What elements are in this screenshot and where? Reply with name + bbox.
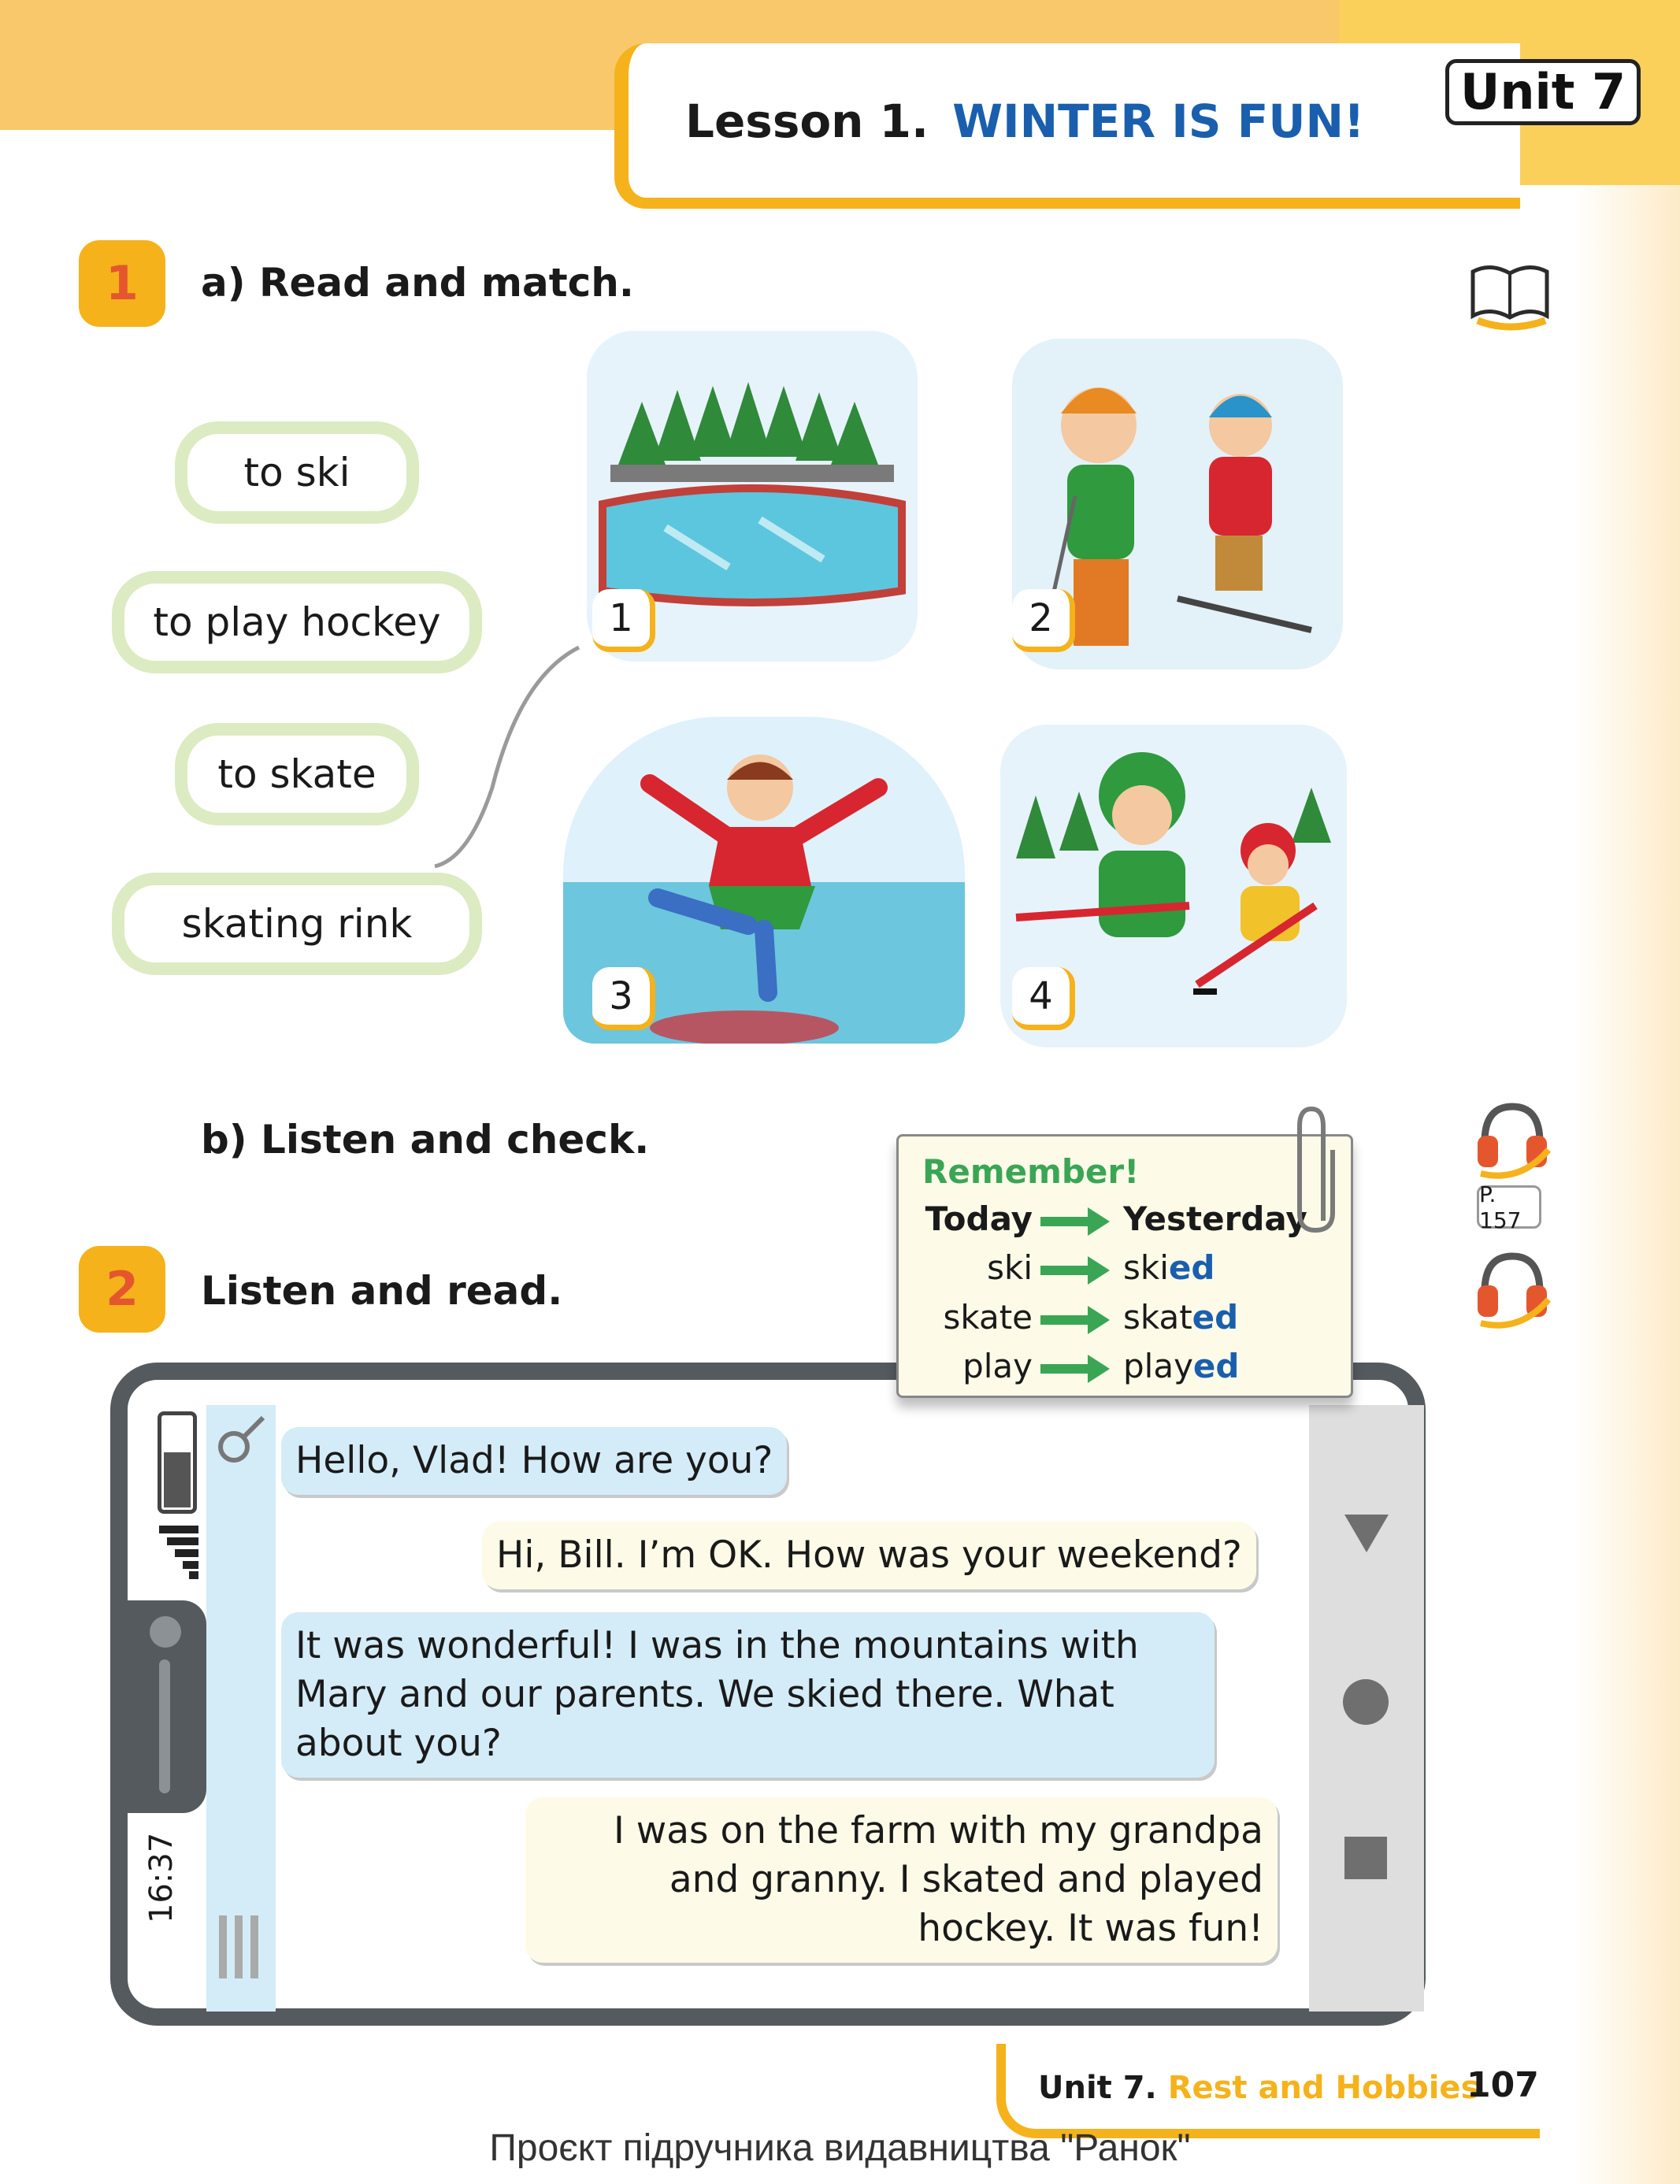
unit-label: Unit 7 <box>1445 59 1641 125</box>
word-chip-skating-rink[interactable]: skating rink <box>112 873 482 975</box>
book-icon[interactable] <box>1467 248 1553 338</box>
green-arrow-icon <box>1040 1353 1111 1385</box>
headphones-icon[interactable] <box>1473 1095 1552 1185</box>
lesson-name: WINTER IS FUN! <box>952 95 1365 148</box>
picture-number-3: 3 <box>592 967 655 1030</box>
remember-row <box>899 1298 1355 1345</box>
phone-side-button <box>128 1600 206 1813</box>
word-ending: ed <box>1192 1347 1240 1385</box>
page-edge-gradient <box>1575 0 1680 2184</box>
chat-message-3: It was wonderful! I was in the mountains with Mary and our parents. We skied there. What about you? <box>281 1612 1215 1778</box>
today-header: Today <box>925 1200 1033 1238</box>
battery-icon <box>158 1411 197 1514</box>
chat-message-4: I was on the farm with my grandpa and granny. I skated and played hockey. It was fun! <box>525 1797 1278 1963</box>
exercise-1-badge: 1 <box>79 240 165 327</box>
phone-frame <box>110 1363 1426 2026</box>
chat-message-2: Hi, Bill. I’m OK. How was your weekend? <box>482 1522 1256 1589</box>
word-chip-to-ski[interactable]: to ski <box>175 421 419 524</box>
word-ending: ed <box>1192 1298 1239 1337</box>
footer-unit: Unit 7. <box>1038 2070 1157 2106</box>
yesterday-word <box>1123 1347 1239 1385</box>
remember-title: Remember! <box>922 1152 1140 1191</box>
today-word: ski <box>987 1248 1033 1287</box>
exercise-2-heading: Listen and read. <box>201 1268 563 1314</box>
page-number: 107 <box>1467 2065 1539 2105</box>
remember-note <box>896 1134 1353 1398</box>
word-chip-to-play-hockey[interactable]: to play hockey <box>112 571 482 673</box>
headphones-icon[interactable] <box>1473 1244 1552 1334</box>
audio-page-reference: P. 157 <box>1477 1185 1541 1229</box>
word-ending: ed <box>1168 1248 1215 1287</box>
picture-number-4: 4 <box>1012 967 1075 1030</box>
green-arrow-icon <box>1040 1206 1111 1237</box>
today-word: skate <box>943 1298 1033 1337</box>
lesson-number: Lesson 1. <box>685 95 929 148</box>
today-word: play <box>962 1347 1033 1385</box>
remember-row <box>899 1347 1355 1394</box>
lesson-title <box>685 95 1364 148</box>
recent-square-icon[interactable] <box>1344 1837 1387 1879</box>
home-circle-icon[interactable] <box>1343 1679 1389 1725</box>
word-stem: play <box>1123 1347 1193 1385</box>
publisher-caption: Проєкт підручника видавництва "Ранок" <box>489 2127 1191 2169</box>
picture-number-2: 2 <box>1012 589 1075 652</box>
yesterday-word <box>1123 1298 1238 1337</box>
exercise-2-badge: 2 <box>79 1246 165 1333</box>
phone-clock: 16:37 <box>143 1832 180 1923</box>
search-icon[interactable] <box>214 1411 269 1470</box>
yesterday-header: Yesterday <box>1123 1200 1307 1238</box>
exercise-1a-heading: a) Read and match. <box>201 260 634 306</box>
green-arrow-icon <box>1040 1255 1111 1286</box>
word-stem: ski <box>1123 1248 1169 1287</box>
back-triangle-icon[interactable] <box>1344 1510 1389 1557</box>
menu-icon[interactable] <box>216 1915 263 1982</box>
word-stem: skat <box>1123 1298 1192 1337</box>
footer-unit-name: Rest and Hobbies <box>1167 2070 1480 2106</box>
signal-icon <box>159 1526 198 1584</box>
yesterday-word <box>1123 1248 1215 1287</box>
chat-message-1: Hello, Vlad! How are you? <box>281 1427 787 1495</box>
exercise-1b-heading: b) Listen and check. <box>201 1117 650 1162</box>
green-arrow-icon <box>1040 1304 1111 1336</box>
footer-unit-label <box>1038 2070 1479 2106</box>
paperclip-icon <box>1292 1103 1339 1237</box>
word-chip-to-skate[interactable]: to skate <box>175 723 419 825</box>
remember-row <box>899 1248 1355 1296</box>
remember-header-row <box>899 1200 1355 1247</box>
picture-number-1: 1 <box>592 589 655 652</box>
